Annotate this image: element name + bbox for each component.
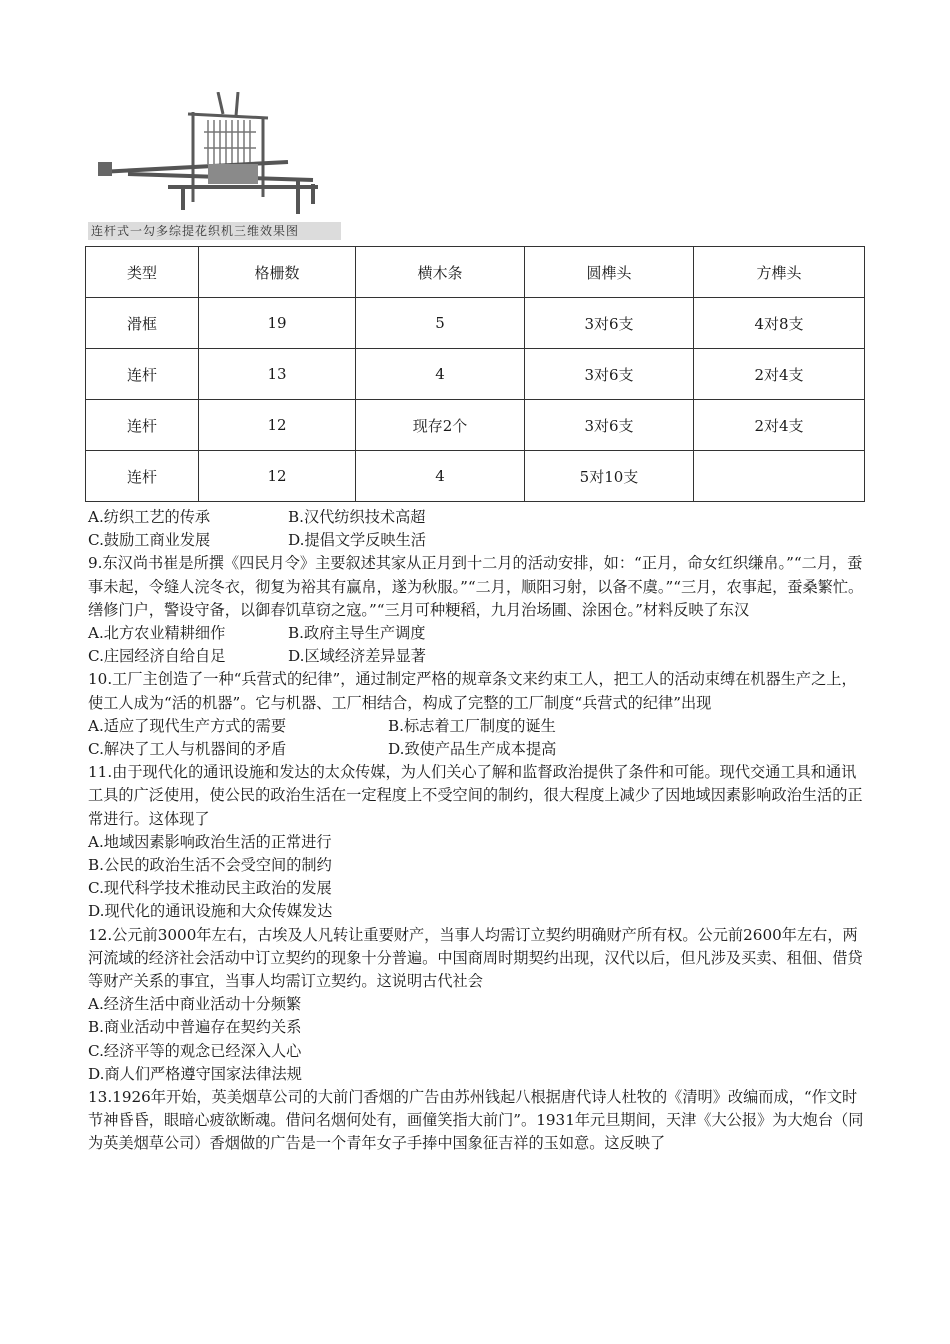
q9-options-row (88, 645, 868, 668)
q8-options-row (88, 529, 868, 552)
table-header-cell: 类型 (86, 247, 199, 298)
table-cell: 5对10支 (525, 451, 694, 502)
q9-option-a: A.北方农业精耕细作 (88, 624, 226, 643)
table-cell: 连杆 (86, 451, 199, 502)
q8-option-c: C.鼓励工商业发展 (88, 531, 211, 550)
table-row (86, 349, 865, 400)
table-cell: 12 (199, 451, 356, 502)
loom-drawing (88, 92, 338, 222)
table-cell: 3对6支 (525, 400, 694, 451)
table-cell: 滑框 (86, 298, 199, 349)
q10-options-row (88, 738, 868, 761)
table-cell: 4对8支 (694, 298, 865, 349)
table-cell: 3对6支 (525, 298, 694, 349)
table-cell: 4 (356, 349, 525, 400)
q10-option-a: A.适应了现代生产方式的需要 (88, 716, 287, 735)
table-cell: 3对6支 (525, 349, 694, 400)
table-header-cell: 横木条 (356, 247, 525, 298)
q10-options-row (88, 715, 868, 738)
q11-option-c: C.现代科学技术推动民主政治的发展 (88, 879, 332, 898)
table-cell: 现存2个 (356, 400, 525, 451)
table-cell: 5 (356, 298, 525, 349)
table-header-cell: 圆榫头 (525, 247, 694, 298)
table-cell: 12 (199, 400, 356, 451)
table-cell: 13 (199, 349, 356, 400)
table-row (86, 400, 865, 451)
table-cell: 2对4支 (694, 400, 865, 451)
q9-stem: 9.东汉尚书崔是所撰《四民月令》主要叙述其家从正月到十二月的活动安排，如：“正月，命女红织缣帛。”“二月，蚕事未起，令缝人浣冬衣，彻复为裕其有赢帛，遂为秋服。”“二月，顺阳习射，以备不虞。”“三月，农事起，蚕桑繁忙。缮修门户，警设守备，以御春饥草窃之寇。”“三月可种粳稻，九月治场圃、涂困仓。”材料反映了东汉 (88, 554, 864, 619)
loom-illustration (88, 92, 338, 242)
q8-option-b: B.汉代纺织技术高超 (288, 508, 426, 526)
table-cell: 19 (199, 298, 356, 349)
table-cell: 连杆 (86, 400, 199, 451)
table-header-cell: 方榫头 (694, 247, 865, 298)
q11-option-a: A.地域因素影响政治生活的正常进行 (88, 832, 332, 851)
q8-option-a: A.纺织工艺的传承 (88, 508, 211, 526)
table-cell: 连杆 (86, 349, 199, 400)
table-header-row (86, 247, 865, 298)
table-cell: 4 (356, 451, 525, 502)
table-row (86, 298, 865, 349)
q9-option-b: B.政府主导生产调度 (288, 624, 426, 643)
q10-option-d: D.致使产品生产成本提高 (388, 740, 557, 759)
table-header-cell: 格栅数 (199, 247, 356, 298)
question-content (88, 506, 868, 1156)
q8-option-d: D.提倡文学反映生活 (288, 531, 426, 550)
q12-option-a: A.经济生活中商业活动十分频繁 (88, 995, 302, 1014)
table-row (86, 451, 865, 502)
q8-options-row (88, 506, 868, 529)
q12-option-d: D.商人们严格遵守国家法律法规 (88, 1064, 302, 1083)
loom-spec-table (85, 246, 865, 502)
q12-option-b: B.商业活动中普遍存在契约关系 (88, 1018, 302, 1037)
q9-option-c: C.庄园经济自给自足 (88, 647, 226, 666)
q10-option-b: B.标志着工厂制度的诞生 (388, 716, 556, 735)
q10-stem: 10.工厂主创造了一种“兵营式的纪律”，通过制定严格的规章条文来约束工人，把工人的活动束缚在机器生产之上，使工人成为“活的机器”。它与机器、工厂相结合，构成了完整的工厂制度“兵营式的纪律”出现 (88, 670, 857, 712)
q13-stem: 13.1926年开始，英美烟草公司的大前门香烟的广告由苏州钱起八根据唐代诗人杜牧的《清明》改编而成，“作文时节神昏昏，眼暗心疲欲断魂。借问名烟何处有，画僮笑指大前门”。1931年元旦期间，天津《大公报》为大炮台（同为英美烟草公司）香烟做的广告是一个青年女子手捧中国象征吉祥的玉如意。这反映了 (88, 1088, 864, 1153)
table-cell (694, 451, 865, 502)
q10-option-c: C.解决了工人与机器间的矛盾 (88, 740, 287, 759)
q11-stem: 11.由于现代化的通讯设施和发达的太众传媒，为人们关心了解和监督政治提供了条件和可能。现代交通工具和通讯工具的广泛使用，使公民的政治生活在一定程度上不受空间的制约，很大程度上减少了因地域因素影响政治生活的正常进行。这体现了 (88, 763, 863, 828)
q11-option-d: D.现代化的通讯设施和大众传媒发达 (88, 902, 333, 921)
q9-option-d: D.区域经济差异显著 (288, 647, 426, 666)
q9-options-row (88, 622, 868, 645)
figure-caption: 连杆式一勾多综提花织机三维效果图 (88, 222, 341, 240)
table-cell: 2对4支 (694, 349, 865, 400)
q11-option-b: B.公民的政治生活不会受空间的制约 (88, 856, 332, 875)
q12-option-c: C.经济平等的观念已经深入人心 (88, 1041, 302, 1060)
q12-stem: 12.公元前3000年左右，古埃及人凡转让重要财产，当事人均需订立契约明确财产所有权。公元前2600年左右，两河流域的经济社会活动中订立契约的现象十分普遍。中国商周时期契约出现，汉代以后，但凡涉及买卖、租佃、借贷等财产关系的事宜，当事人均需订立契约。这说明古代社会 (88, 925, 863, 991)
